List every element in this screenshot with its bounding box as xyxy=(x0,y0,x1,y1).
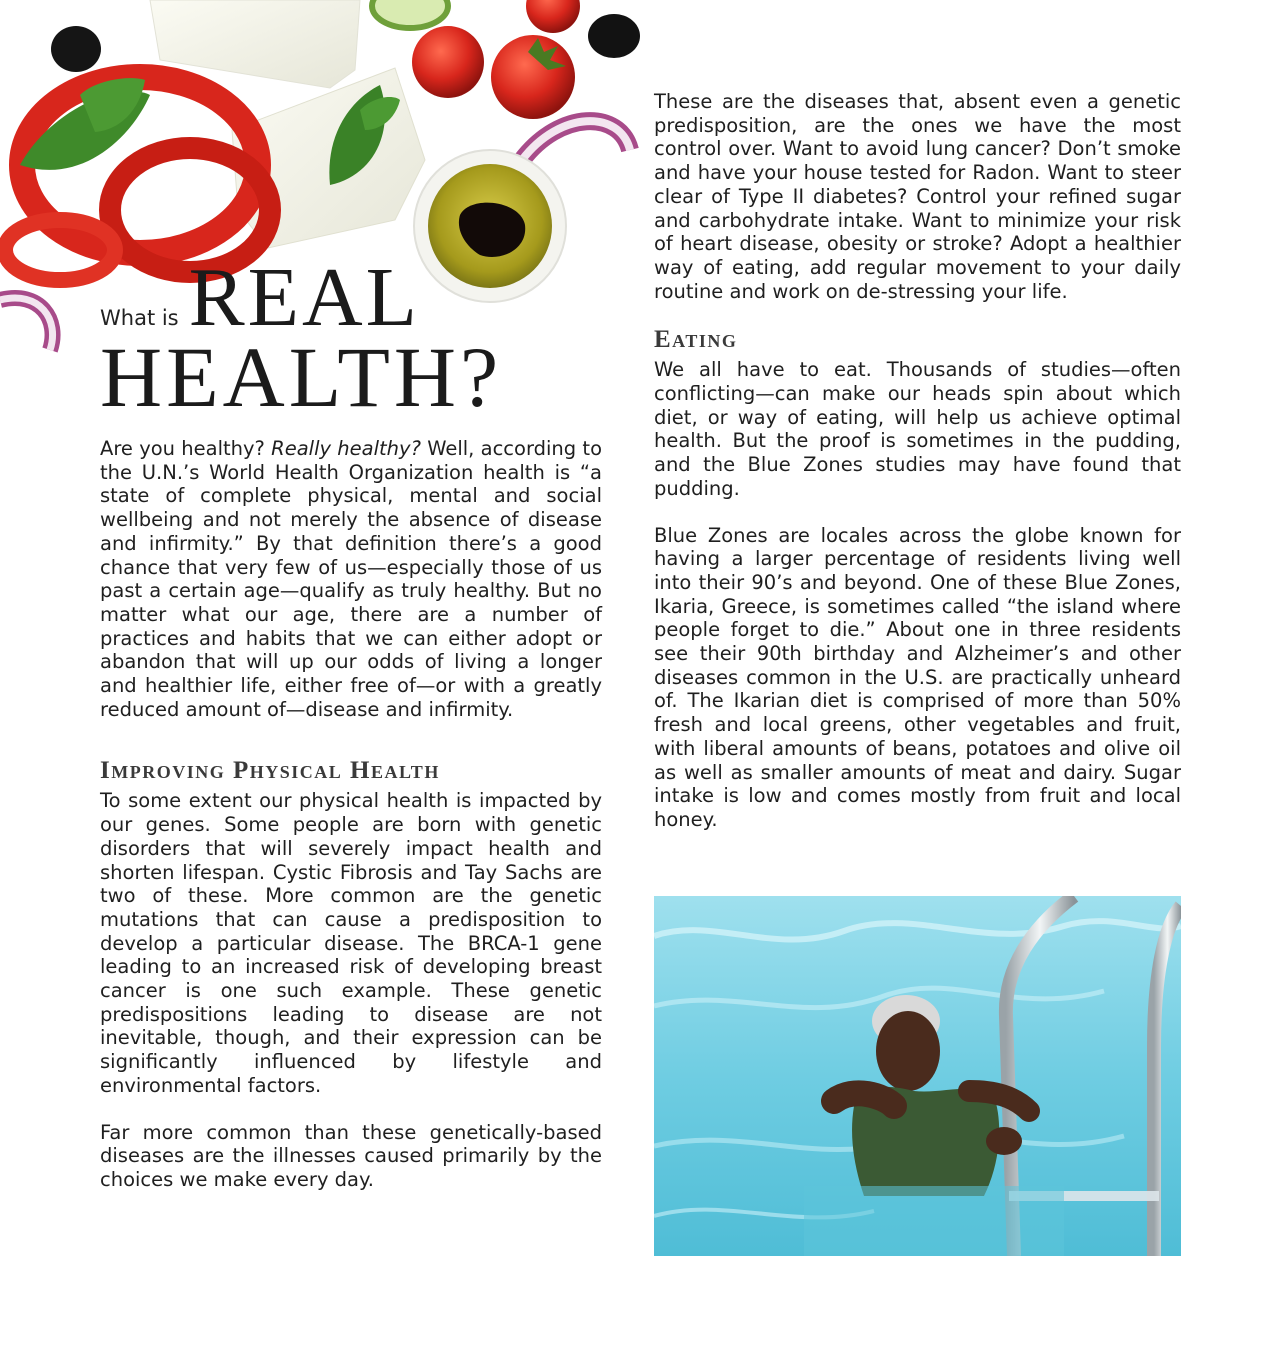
intro-rest: Well, according to the U.N.’s World Health Organization health is “a state of complete physical, mental and social wellbeing and not merely the absence of disease and infirmity.” By that definition there’s a good chance that very few of us—especially those of us past a certain age—qualify as truly healthy. But no matter what our age, there are a number of practices and habits that we can either adopt or abandon that will up our odds of living a longer and healthier life, either free of—or with a greatly reduced amount of—disease and infirmity. xyxy=(100,437,603,721)
cherry-tomato xyxy=(412,26,484,98)
section-heading-physical-health: Improving Physical Health xyxy=(100,757,440,785)
olive xyxy=(51,26,101,72)
eating-paragraph-2: Blue Zones are locales across the globe known for having a larger percentage of residents living well into their 90’s and beyond. One of these Blue Zones, Ikaria, Greece, is sometimes called “the island where people forget to die.” About one in three residents see their 90th birthday and Alzheimer’s and other diseases common in the U.S. are practically unheard of. The Ikarian diet is comprised of more than 50% fresh and local greens, other vegetables and fruit, with liberal amounts of beans, potatoes and olive oil as well as smaller amounts of meat and dairy. Sugar intake is low and comes mostly from fruit and local honey. xyxy=(654,523,1181,831)
right-column xyxy=(654,90,1181,832)
left-column xyxy=(100,437,602,1192)
section-heading-eating: Eating xyxy=(654,326,738,354)
title-word-health: HEALTH? xyxy=(100,329,503,425)
physical-health-paragraph-1: To some extent our physical health is impacted by our genes. Some people are born with genetic disorders that will severely impact health and shorten lifespan. Cystic Fibrosis and Tay Sachs are two of these. More common are the genetic mutations that can cause a predisposition to develop a particular disease. The BRCA-1 gene leading to an increased risk of developing breast cancer is one such example. These genetic predispositions leading to disease are not inevitable, though, and their expression can be significantly influenced by lifestyle and environmental factors. xyxy=(100,789,602,1097)
title-prefix: What is xyxy=(100,306,179,330)
olive xyxy=(588,14,640,58)
physical-health-paragraph-2: Far more common than these genetically-based diseases are the illnesses caused primarily by the choices we make every day. xyxy=(100,1120,602,1191)
page-title xyxy=(100,251,620,425)
intro-start: Are you healthy? xyxy=(100,437,265,460)
cherry-tomato xyxy=(526,0,580,33)
intro-paragraph xyxy=(100,437,602,721)
eating-paragraph-1: We all have to eat. Thousands of studies—often conflicting—can make our heads spin about which diet, or way of eating, will help us achieve optimal health. But the proof is sometimes in the pudding, and the Blue Zones studies may have found that pudding. xyxy=(654,358,1181,500)
red-onion xyxy=(0,298,53,350)
cucumber-slice xyxy=(372,0,448,28)
diseases-paragraph: These are the diseases that, absent even a genetic predisposition, are the ones we have the most control over. Want to avoid lung cancer? Don’t smoke and have your house tested for Radon. Want to steer clear of Type II diabetes? Control your refined sugar and carbohydrate intake. Want to minimize your risk of heart disease, obesity or stroke? Adopt a healthier way of eating, add regular movement to your daily routine and work on de-stressing your life. xyxy=(654,90,1181,303)
intro-italic: Really healthy? xyxy=(271,437,421,460)
swimming-pool-photo xyxy=(654,896,1181,1256)
title-word-real: REAL xyxy=(188,251,420,344)
